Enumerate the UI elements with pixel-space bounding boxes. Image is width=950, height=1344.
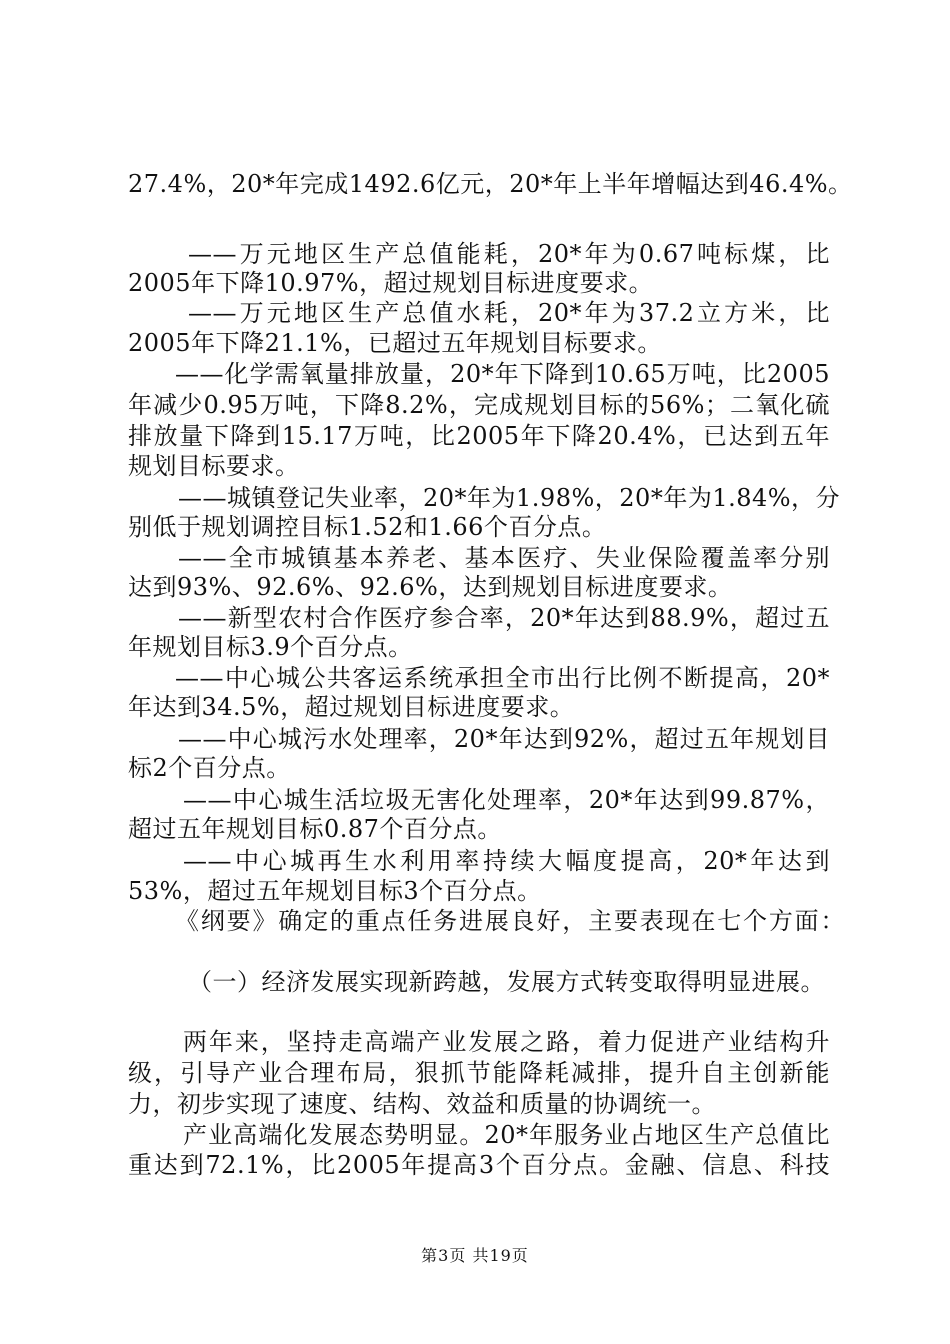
text-line: 力，初步实现了速度、结构、效益和质量的协调统一。: [128, 1090, 716, 1118]
text-line: 27.4%，20*年完成1492.6亿元，20*年上半年增幅达到46.4%。: [128, 170, 853, 198]
text-line: 年规划目标3.9个百分点。: [128, 633, 413, 661]
text-line: 2005年下降10.97%，超过规划目标进度要求。: [128, 269, 654, 297]
text-line: 年减少0.95万吨，下降8.2%，完成规划目标的56%；二氧化硫: [128, 391, 830, 419]
text-line: 排放量下降到15.17万吨，比2005年下降20.4%，已达到五年: [128, 422, 830, 450]
text-line: ——中心城生活垃圾无害化处理率，20*年达到99.87%，: [183, 786, 830, 814]
text-line: 2005年下降21.1%，已超过五年规划目标要求。: [128, 329, 662, 357]
text-line: 《纲要》确定的重点任务进展良好，主要表现在七个方面：: [175, 907, 845, 935]
text-line: 产业高端化发展态势明显。20*年服务业占地区生产总值比: [183, 1121, 830, 1149]
text-line: 重达到72.1%，比2005年提高3个百分点。金融、信息、科技: [128, 1151, 830, 1179]
text-line: 规划目标要求。: [128, 452, 300, 480]
text-line: ——中心城公共客运系统承担全市出行比例不断提高，20*: [175, 664, 830, 692]
text-line: ——中心城再生水利用率持续大幅度提高，20*年达到: [183, 847, 830, 875]
text-line: 53%，超过五年规划目标3个百分点。: [128, 877, 542, 905]
text-line: 别低于规划调控目标1.52和1.66个百分点。: [128, 513, 607, 541]
text-line: 标2个百分点。: [128, 754, 291, 782]
text-line: ——化学需氧量排放量，20*年下降到10.65万吨，比2005: [175, 360, 830, 388]
text-line: ——城镇登记失业率，20*年为1.98%，20*年为1.84%，分: [178, 484, 841, 512]
text-line: 两年来，坚持走高端产业发展之路，着力促进产业结构升: [183, 1028, 830, 1056]
text-line: 年达到34.5%，超过规划目标进度要求。: [128, 693, 575, 721]
text-line: ——万元地区生产总值能耗，20*年为0.67吨标煤，比: [188, 240, 830, 268]
text-line: 超过五年规划目标0.87个百分点。: [128, 815, 502, 843]
text-line: ——新型农村合作医疗参合率，20*年达到88.9%，超过五: [178, 604, 830, 632]
text-line: ——中心城污水处理率，20*年达到92%，超过五年规划目: [178, 725, 830, 753]
page-footer: 第3页 共19页: [421, 1246, 529, 1265]
section-heading: （一）经济发展实现新跨越，发展方式转变取得明显进展。: [188, 968, 825, 996]
text-line: 达到93%、92.6%、92.6%，达到规划目标进度要求。: [128, 573, 733, 601]
text-line: ——全市城镇基本养老、基本医疗、失业保险覆盖率分别: [178, 544, 830, 572]
text-line: ——万元地区生产总值水耗，20*年为37.2立方米，比: [188, 299, 830, 327]
text-line: 级，引导产业合理布局，狠抓节能降耗减排，提升自主创新能: [128, 1059, 830, 1087]
